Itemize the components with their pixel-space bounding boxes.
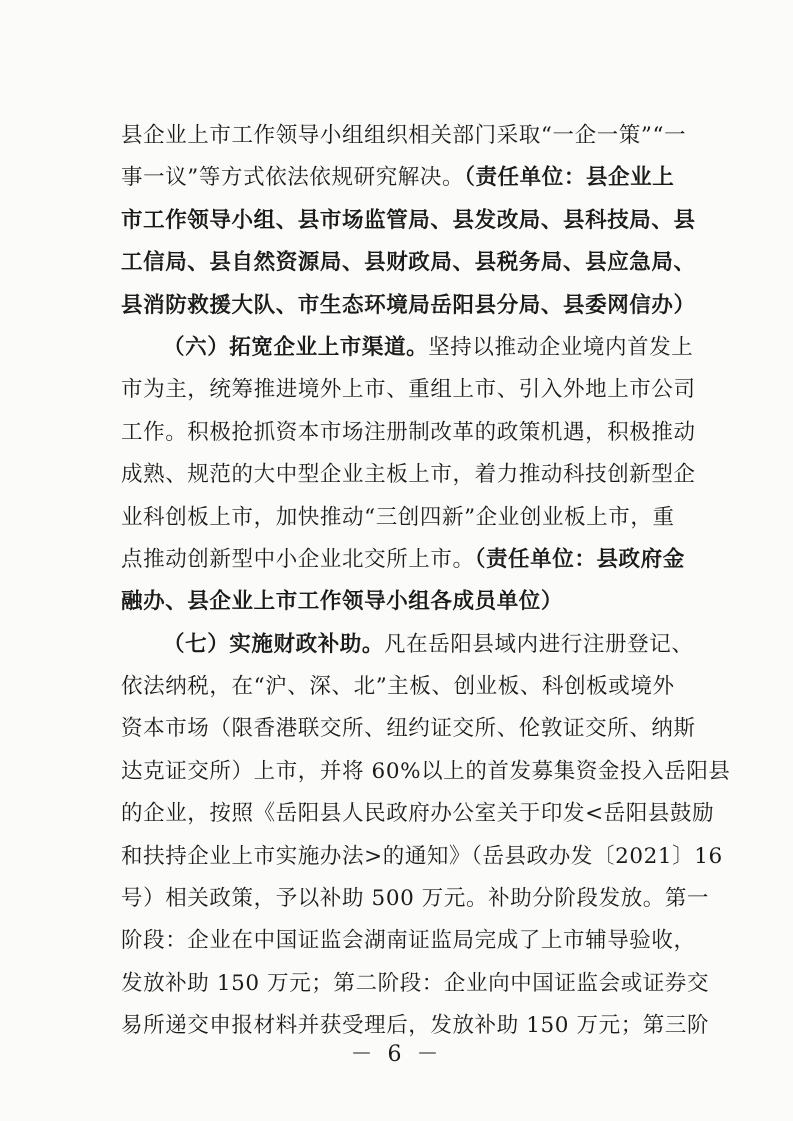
responsibility-note: 县消防救援大队、市生态环境局岳阳县分局、县委网信办） — [121, 292, 696, 318]
text-run: 县企业上市工作领导小组组织相关部门采取“一企一策”“一 — [121, 123, 687, 148]
text-line — [121, 708, 696, 750]
text-line — [121, 920, 696, 962]
text-line — [121, 836, 723, 878]
text-run: 成熟、规范的大中型企业主板上市，着力推动科技创新型企 — [121, 462, 696, 488]
text-line — [121, 200, 696, 242]
text-run: 的企业，按照《岳阳县人民政府办公室关于印发<岳阳县鼓励 — [121, 801, 715, 827]
text-line — [121, 285, 696, 327]
text-line — [121, 539, 685, 581]
text-line — [121, 751, 731, 793]
responsibility-note: 工信局、县自然资源局、县财政局、县税务局、县应急局、 — [121, 250, 696, 276]
text-line — [121, 793, 715, 835]
text-line — [121, 581, 681, 623]
text-line — [121, 242, 696, 284]
text-line — [121, 157, 681, 199]
text-run: 事一议”等方式依法依规研究解决。 — [121, 165, 465, 191]
text-line — [121, 327, 694, 369]
section-heading-6: （六）拓宽企业上市渠道。 — [163, 334, 429, 360]
text-run: 发放补助 150 万元；第二阶段：企业向中国证监会或证券交 — [121, 970, 710, 996]
text-run: 点推动创新型中小企业北交所上市。 — [121, 546, 475, 572]
text-line — [121, 454, 696, 496]
responsibility-note: 市工作领导小组、县市场监管局、县发改局、县科技局、县 — [121, 207, 696, 233]
text-run: 业科创板上市，加快推动“三创四新”企业创业板上市，重 — [121, 504, 675, 530]
text-line — [121, 412, 696, 454]
text-line — [121, 963, 710, 1005]
text-line — [121, 497, 681, 539]
text-run: 易所递交申报材料并获受理后，发放补助 150 万元；第三阶 — [121, 1013, 710, 1039]
text-run: 依法纳税，在“沪、深、北”主板、创业板、科创板或境外 — [121, 674, 675, 700]
text-run: 市为主，统筹推进境外上市、重组上市、引入外地上市公司 — [121, 377, 696, 403]
text-line — [121, 115, 687, 157]
text-run: 工作。积极抢抓资本市场注册制改革的政策机遇，积极推动 — [121, 419, 696, 445]
text-run: 凡在岳阳县域内进行注册登记、 — [384, 631, 694, 657]
responsibility-note: （责任单位：县企业上 — [464, 165, 675, 191]
text-run: 号）相关政策，予以补助 500 万元。补助分阶段发放。第一 — [121, 886, 710, 912]
text-line — [121, 369, 696, 411]
text-line — [121, 878, 710, 920]
text-run: 阶段：企业在中国证监会湖南证监局完成了上市辅导验收， — [121, 928, 696, 954]
text-run: 达克证交所）上市，并将 60%以上的首发募集资金投入岳阳县 — [121, 758, 731, 784]
text-line — [121, 624, 694, 666]
document-body — [121, 115, 731, 1048]
section-heading-7: （七）实施财政补助。 — [163, 631, 385, 657]
responsibility-note: 融办、县企业上市工作领导小组各成员单位） — [121, 589, 564, 615]
page-number: － 6 － — [350, 1042, 443, 1067]
text-line — [121, 666, 681, 708]
text-run: 坚持以推动企业境内首发上 — [428, 334, 694, 360]
text-run: 和扶持企业上市实施办法>的通知》（岳县政办发〔2021〕16 — [121, 843, 723, 869]
responsibility-note: （责任单位：县政府金 — [474, 546, 685, 572]
text-run: 资本市场（限香港联交所、纽约证交所、伦敦证交所、纳斯 — [121, 716, 696, 742]
